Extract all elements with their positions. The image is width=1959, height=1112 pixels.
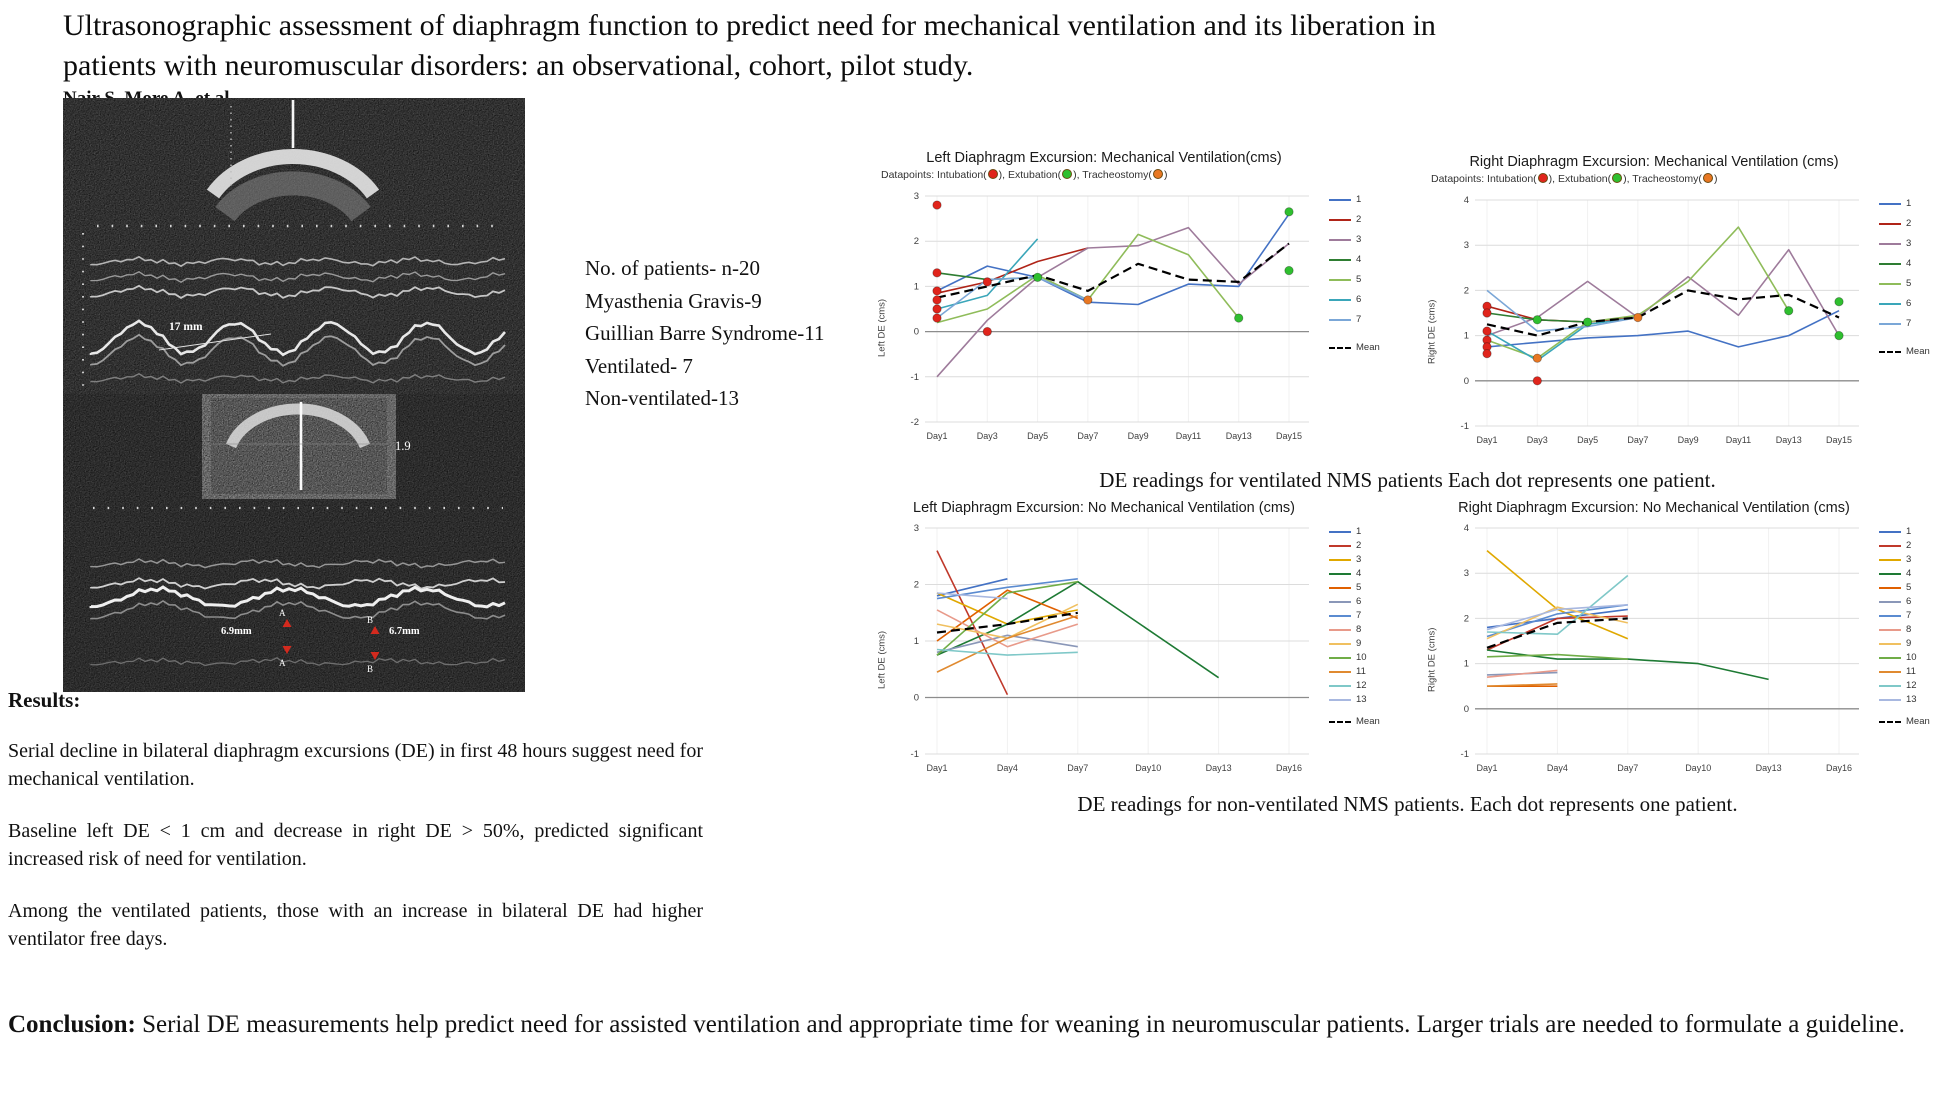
legend-label: 9: [1356, 638, 1362, 649]
legend-label: 2: [1906, 540, 1912, 551]
results-paragraph-2: Baseline left DE < 1 cm and decrease in right DE > 50%, predicted significant increased risk of need for ventilation.: [8, 820, 703, 870]
legend-item-6: [1879, 298, 1930, 309]
svg-text:1: 1: [913, 636, 919, 647]
svg-text:Day10: Day10: [1685, 763, 1712, 773]
legend-line-swatch: [1879, 685, 1901, 687]
legend-label: 8: [1906, 624, 1912, 635]
svg-text:4: 4: [1463, 195, 1469, 206]
chart-title: Left Diaphragm Excursion: No Mechanical Ventilation (cms): [913, 500, 1295, 516]
legend-label: 6: [1906, 596, 1912, 607]
chart-right-de-mechanical-ventilation: [1425, 154, 1959, 452]
legend-item-mean: [1329, 342, 1380, 353]
svg-text:Day1: Day1: [926, 763, 948, 773]
legend-item-2: [1879, 540, 1930, 551]
legend-line-swatch: [1879, 629, 1901, 631]
marker-b-bottom: B: [367, 664, 374, 674]
legend-line-swatch: [1879, 283, 1901, 285]
svg-text:Day9: Day9: [1677, 435, 1699, 445]
legend-line-swatch: [1329, 199, 1351, 201]
legend-line-swatch: [1879, 587, 1901, 589]
chart-title: Right Diaphragm Excursion: No Mechanical Ventilation (cms): [1458, 500, 1850, 516]
legend-line-swatch: [1879, 671, 1901, 673]
legend-line-swatch: [1329, 657, 1351, 659]
legend-item-mean: [1879, 716, 1930, 727]
svg-text:Day11: Day11: [1725, 435, 1752, 445]
legend-item-7: [1329, 314, 1380, 325]
stat-total-patients: No. of patients- n-20: [585, 256, 760, 280]
legend-item-2: [1879, 218, 1930, 229]
legend-item-1: [1329, 526, 1380, 537]
legend-line-swatch: [1879, 573, 1901, 575]
results-paragraph-1: Serial decline in bilateral diaphragm excursions (DE) in first 48 hours suggest need for mechanical ventilation.: [8, 740, 703, 790]
legend-item-8: [1329, 624, 1380, 635]
legend-line-swatch: [1329, 615, 1351, 617]
legend-item-9: [1329, 638, 1380, 649]
stat-non-ventilated: Non-ventilated-13: [585, 386, 739, 411]
legend-item-7: [1329, 610, 1380, 621]
legend-label: 4: [1356, 254, 1362, 265]
legend-line-swatch: [1329, 347, 1351, 349]
y-axis-label: Left DE (cms): [876, 298, 888, 358]
legend-line-swatch: [1329, 545, 1351, 547]
measurement-6-7mm: 6.7mm: [389, 626, 420, 637]
measurement-6-9mm: 6.9mm: [221, 626, 252, 637]
legend-line-swatch: [1329, 319, 1351, 321]
svg-text:0: 0: [1463, 703, 1469, 715]
legend-label: 5: [1906, 278, 1912, 289]
legend-item-5: [1329, 274, 1380, 285]
legend-line-swatch: [1879, 351, 1901, 353]
svg-text:3: 3: [913, 523, 919, 534]
legend-label: 2: [1356, 540, 1362, 551]
legend-item-3: [1879, 238, 1930, 249]
legend-label: 13: [1356, 694, 1367, 705]
svg-text:Day7: Day7: [1617, 763, 1639, 773]
svg-text:Day10: Day10: [1135, 763, 1162, 773]
legend-item-10: [1879, 652, 1930, 663]
legend-label: 6: [1356, 294, 1362, 305]
svg-text:Day3: Day3: [1526, 435, 1548, 445]
svg-text:Day16: Day16: [1275, 763, 1303, 773]
legend-label: 10: [1356, 652, 1367, 663]
legend-item-mean: [1329, 716, 1380, 727]
svg-text:-1: -1: [1460, 421, 1469, 432]
svg-text:3: 3: [1463, 568, 1469, 580]
legend-item-6: [1329, 294, 1380, 305]
chart-title: Right Diaphragm Excursion: Mechanical Ventilation (cms): [1469, 154, 1839, 170]
svg-text:Day13: Day13: [1225, 431, 1252, 441]
legend-label: 6: [1906, 298, 1912, 309]
legend-line-swatch: [1329, 559, 1351, 561]
legend-line-swatch: [1879, 601, 1901, 603]
legend-item-8: [1879, 624, 1930, 635]
svg-text:Day11: Day11: [1175, 431, 1202, 441]
legend-label: 5: [1906, 582, 1912, 593]
svg-text:-1: -1: [1460, 749, 1469, 760]
ultrasound-image-top: [63, 98, 525, 394]
legend-item-1: [1329, 194, 1380, 205]
legend-item-9: [1879, 638, 1930, 649]
legend-label: 6: [1356, 596, 1362, 607]
legend-item-4: [1879, 568, 1930, 579]
legend-item-4: [1329, 254, 1380, 265]
legend-item-12: [1329, 680, 1380, 691]
svg-text:Day5: Day5: [1577, 435, 1599, 445]
legend-item-11: [1879, 666, 1930, 677]
svg-text:Day7: Day7: [1077, 431, 1099, 441]
stat-ventilated: Ventilated- 7: [585, 353, 693, 378]
legend-label: 13: [1906, 694, 1917, 705]
tracheostomy-dot-icon: [1153, 169, 1163, 179]
conclusion-section: [8, 1008, 1948, 1042]
chart-left-de-mechanical-ventilation: [875, 150, 1415, 448]
legend-line-swatch: [1329, 671, 1351, 673]
legend-label: 4: [1356, 568, 1362, 579]
results-heading: Results:: [8, 688, 81, 712]
chart-left-de-no-mechanical-ventilation: [875, 500, 1415, 780]
legend-line-swatch: [1879, 657, 1901, 659]
line-chart: [1439, 190, 1869, 452]
marker-a-top: A: [279, 608, 286, 618]
legend-label: 4: [1906, 258, 1912, 269]
svg-text:0: 0: [1463, 375, 1469, 387]
legend-line-swatch: [1329, 279, 1351, 281]
svg-text:Day13: Day13: [1775, 435, 1802, 445]
datapoints-legend: Datapoints: Intubation( ), Extubation( ), Tracheostomy( ): [1431, 173, 1718, 185]
svg-text:Day13: Day13: [1205, 763, 1232, 773]
legend-line-swatch: [1329, 259, 1351, 261]
caption-ventilated: DE readings for ventilated NMS patients Each dot represents one patient.: [1099, 468, 1716, 492]
legend-item-2: [1329, 214, 1380, 225]
legend-line-swatch: [1329, 601, 1351, 603]
legend-item-5: [1329, 582, 1380, 593]
legend-label: 5: [1356, 274, 1362, 285]
svg-text:1: 1: [1463, 658, 1469, 670]
legend-label: 1: [1356, 526, 1362, 537]
legend-label: 12: [1906, 680, 1917, 691]
legend-label: 7: [1356, 314, 1362, 325]
legend-label: 4: [1906, 568, 1912, 579]
legend-line-swatch: [1329, 573, 1351, 575]
legend-label: 1: [1906, 526, 1912, 537]
svg-text:Day5: Day5: [1027, 431, 1049, 441]
patient-statistics: [585, 252, 885, 415]
results-section: [8, 688, 703, 953]
legend-item-4: [1329, 568, 1380, 579]
svg-text:Day15: Day15: [1825, 435, 1853, 445]
intubation-dot-icon: [1538, 173, 1548, 183]
extubation-dot-icon: [1062, 169, 1072, 179]
svg-text:0: 0: [913, 326, 919, 338]
header: [63, 6, 1913, 110]
svg-text:2: 2: [1463, 613, 1469, 625]
chart-legend: [1329, 518, 1380, 780]
svg-text:2: 2: [913, 236, 919, 248]
legend-label: 1: [1356, 194, 1362, 205]
svg-text:1: 1: [913, 281, 919, 293]
line-chart: [1439, 518, 1869, 780]
legend-line-swatch: [1879, 263, 1901, 265]
extubation-dot-icon: [1612, 173, 1622, 183]
legend-item-5: [1879, 278, 1930, 289]
legend-item-1: [1879, 526, 1930, 537]
intubation-dot-icon: [988, 169, 998, 179]
legend-line-swatch: [1879, 203, 1901, 205]
legend-line-swatch: [1329, 239, 1351, 241]
legend-item-4: [1879, 258, 1930, 269]
svg-text:4: 4: [1463, 523, 1469, 534]
chart-title: Left Diaphragm Excursion: Mechanical Ventilation(cms): [926, 150, 1282, 166]
legend-label: 3: [1906, 554, 1912, 565]
legend-item-3: [1329, 554, 1380, 565]
legend-label: 2: [1906, 218, 1912, 229]
legend-label: Mean: [1356, 342, 1380, 353]
y-axis-label: Right DE (cms): [1426, 299, 1438, 365]
legend-item-6: [1329, 596, 1380, 607]
conclusion-text: Serial DE measurements help predict need for assisted ventilation and appropriate time for weaning in neuromuscular patients. Larger trials are needed to formulate a guideline.: [135, 1011, 1905, 1038]
legend-item-13: [1879, 694, 1930, 705]
line-chart: [889, 518, 1319, 780]
svg-text:Day1: Day1: [926, 431, 948, 441]
svg-text:1: 1: [1463, 330, 1469, 342]
legend-item-12: [1879, 680, 1930, 691]
legend-item-2: [1329, 540, 1380, 551]
legend-item-11: [1329, 666, 1380, 677]
svg-text:Day13: Day13: [1755, 763, 1782, 773]
legend-label: Mean: [1356, 716, 1380, 727]
legend-label: Mean: [1906, 346, 1930, 357]
legend-item-6: [1879, 596, 1930, 607]
legend-label: 1: [1906, 198, 1912, 209]
legend-line-swatch: [1879, 545, 1901, 547]
ultrasound-image-bottom: [63, 394, 525, 692]
legend-item-3: [1879, 554, 1930, 565]
legend-line-swatch: [1879, 223, 1901, 225]
legend-line-swatch: [1329, 629, 1351, 631]
paper-title-line-1: Ultrasonographic assessment of diaphragm function to predict need for mechanical ventilation and its liberation in: [63, 9, 1436, 42]
svg-text:Day9: Day9: [1127, 431, 1149, 441]
svg-text:0: 0: [913, 692, 919, 704]
legend-label: 2: [1356, 214, 1362, 225]
paper-title-line-2: patients with neuromuscular disorders: an observational, cohort, pilot study.: [63, 48, 974, 82]
legend-line-swatch: [1329, 699, 1351, 701]
legend-label: 3: [1356, 234, 1362, 245]
legend-line-swatch: [1879, 243, 1901, 245]
y-axis-label: Right DE (cms): [1426, 627, 1438, 693]
stat-myasthenia: Myasthenia Gravis-9: [585, 288, 762, 313]
marker-b-top: B: [367, 615, 374, 625]
legend-label: 7: [1906, 318, 1912, 329]
legend-item-10: [1329, 652, 1380, 663]
legend-line-swatch: [1879, 643, 1901, 645]
legend-line-swatch: [1329, 643, 1351, 645]
legend-line-swatch: [1879, 531, 1901, 533]
svg-text:Day3: Day3: [976, 431, 998, 441]
ultrasound-figure: [63, 98, 525, 692]
svg-text:3: 3: [1463, 240, 1469, 252]
line-chart: [889, 186, 1319, 448]
legend-label: 8: [1356, 624, 1362, 635]
svg-text:Day15: Day15: [1275, 431, 1303, 441]
legend-line-swatch: [1329, 219, 1351, 221]
datapoints-legend: Datapoints: Intubation( ), Extubation( ), Tracheostomy( ): [881, 169, 1168, 181]
stat-gbs: Guillian Barre Syndrome-11: [585, 321, 825, 346]
y-axis-label: Left DE (cms): [876, 630, 888, 690]
legend-item-5: [1879, 582, 1930, 593]
svg-text:3: 3: [913, 191, 919, 202]
chart-legend: [1329, 186, 1380, 448]
legend-line-swatch: [1329, 531, 1351, 533]
legend-label: 7: [1906, 610, 1912, 621]
measurement-17mm: 17 mm: [169, 321, 203, 333]
legend-label: 5: [1356, 582, 1362, 593]
chart-legend: [1879, 518, 1930, 780]
legend-item-mean: [1879, 346, 1930, 357]
legend-line-swatch: [1879, 303, 1901, 305]
legend-line-swatch: [1879, 323, 1901, 325]
svg-text:Day1: Day1: [1476, 435, 1498, 445]
marker-a-bottom: A: [279, 658, 286, 668]
legend-line-swatch: [1879, 699, 1901, 701]
legend-item-3: [1329, 234, 1380, 245]
legend-line-swatch: [1329, 721, 1351, 723]
conclusion-heading: Conclusion:: [8, 1011, 136, 1038]
chart-legend: [1879, 190, 1930, 452]
legend-label: 12: [1356, 680, 1367, 691]
legend-item-7: [1879, 610, 1930, 621]
legend-line-swatch: [1329, 587, 1351, 589]
svg-text:2: 2: [1463, 285, 1469, 297]
legend-label: 10: [1906, 652, 1917, 663]
legend-label: 3: [1906, 238, 1912, 249]
legend-label: Mean: [1906, 716, 1930, 727]
measurement-1-9: 1.9: [395, 439, 411, 453]
chart-right-de-no-mechanical-ventilation: [1425, 500, 1959, 780]
svg-text:Day1: Day1: [1476, 763, 1498, 773]
legend-label: 11: [1356, 666, 1366, 677]
legend-line-swatch: [1329, 685, 1351, 687]
svg-text:Day16: Day16: [1825, 763, 1853, 773]
svg-text:Day7: Day7: [1627, 435, 1649, 445]
svg-text:Day4: Day4: [1546, 763, 1568, 773]
svg-text:-1: -1: [910, 371, 919, 383]
legend-label: 3: [1356, 554, 1362, 565]
caption-non-ventilated: DE readings for non-ventilated NMS patients. Each dot represents one patient.: [1077, 792, 1738, 816]
legend-item-7: [1879, 318, 1930, 329]
legend-line-swatch: [1879, 721, 1901, 723]
legend-item-1: [1879, 198, 1930, 209]
svg-text:Day4: Day4: [996, 763, 1018, 773]
tracheostomy-dot-icon: [1703, 173, 1713, 183]
legend-item-13: [1329, 694, 1380, 705]
legend-line-swatch: [1879, 615, 1901, 617]
svg-text:Day7: Day7: [1067, 763, 1089, 773]
legend-label: 7: [1356, 610, 1362, 621]
results-paragraph-3: Among the ventilated patients, those with an increase in bilateral DE had higher ventilator free days.: [8, 900, 703, 950]
legend-label: 9: [1906, 638, 1912, 649]
svg-text:-1: -1: [910, 749, 919, 760]
svg-text:-2: -2: [910, 417, 919, 428]
legend-line-swatch: [1329, 299, 1351, 301]
svg-text:2: 2: [913, 579, 919, 591]
legend-label: 11: [1906, 666, 1916, 677]
legend-line-swatch: [1879, 559, 1901, 561]
